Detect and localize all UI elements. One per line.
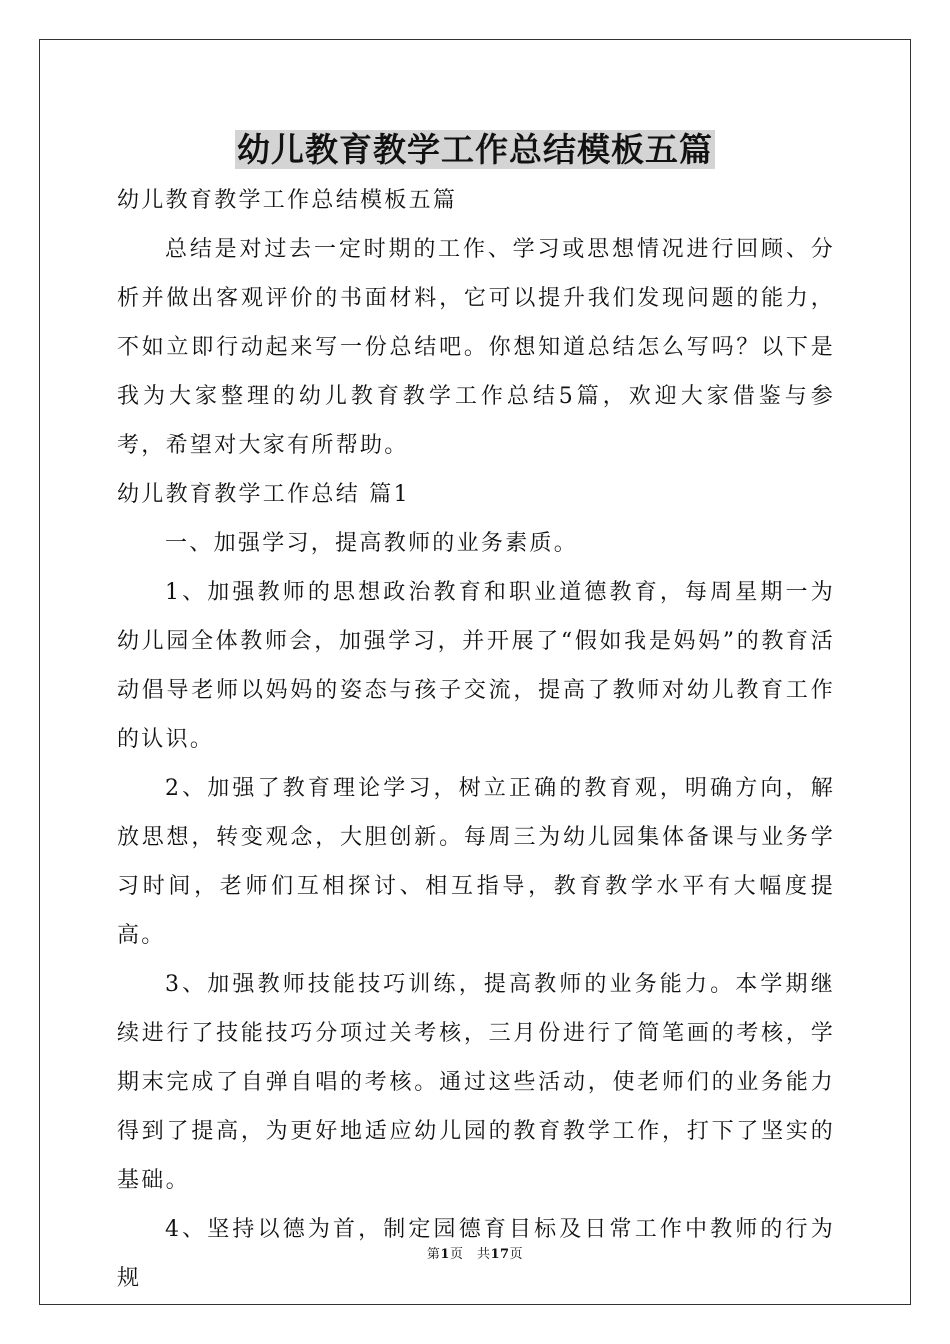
body-paragraph: 4、坚持以德为首，制定园德育目标及日常工作中教师的行为规 [117,1217,835,1291]
body-paragraph: 2、加强了教育理论学习，树立正确的教育观，明确方向，解放思想，转变观念，大胆创新。每周三为幼儿园集体备课与业务学习时间，老师们互相探讨、相互指导，教育教学水平有大幅度提高。 [117,776,835,948]
footer-current-page: 1 [440,1247,450,1262]
body-paragraph: 1、加强教师的思想政治教育和职业道德教育，每周星期一为幼儿园全体教师会，加强学习，并开展了“假如我是妈妈”的教育活动倡导老师以妈妈的姿态与孩子交流，提高了教师对幼儿教育工作的认识。 [117,580,835,752]
section-heading: 幼儿教育教学工作总结 篇1 [117,482,410,507]
subtitle-paragraph: 幼儿教育教学工作总结模板五篇 [117,188,458,213]
footer-total-pages: 17 [490,1247,510,1262]
document-body [117,176,835,1303]
document-title-text: 幼儿教育教学工作总结模板五篇 [237,130,713,169]
body-paragraph: 一、加强学习，提高教师的业务素质。 [165,531,579,556]
body-paragraph: 3、加强教师技能技巧训练，提高教师的业务能力。本学期继续进行了技能技巧分项过关考核，三月份进行了简笔画的考核，学期末完成了自弹自唱的考核。通过这些活动，使老师们的业务能力得到了提高，为更好地适应幼儿园的教育教学工作，打下了坚实的基础。 [117,972,835,1193]
intro-paragraph: 总结是对过去一定时期的工作、学习或思想情况进行回顾、分析并做出客观评价的书面材料，它可以提升我们发现问题的能力，不如立即行动起来写一份总结吧。你想知道总结怎么写吗？以下是我为大家整理的幼儿教育教学工作总结5篇，欢迎大家借鉴与参考，希望对大家有所帮助。 [117,237,835,458]
footer-suffix: 页 [509,1247,524,1262]
page-footer [0,1246,950,1264]
footer-middle: 页 共 [449,1247,491,1262]
footer-prefix: 第 [426,1247,441,1262]
document-title [0,124,950,176]
